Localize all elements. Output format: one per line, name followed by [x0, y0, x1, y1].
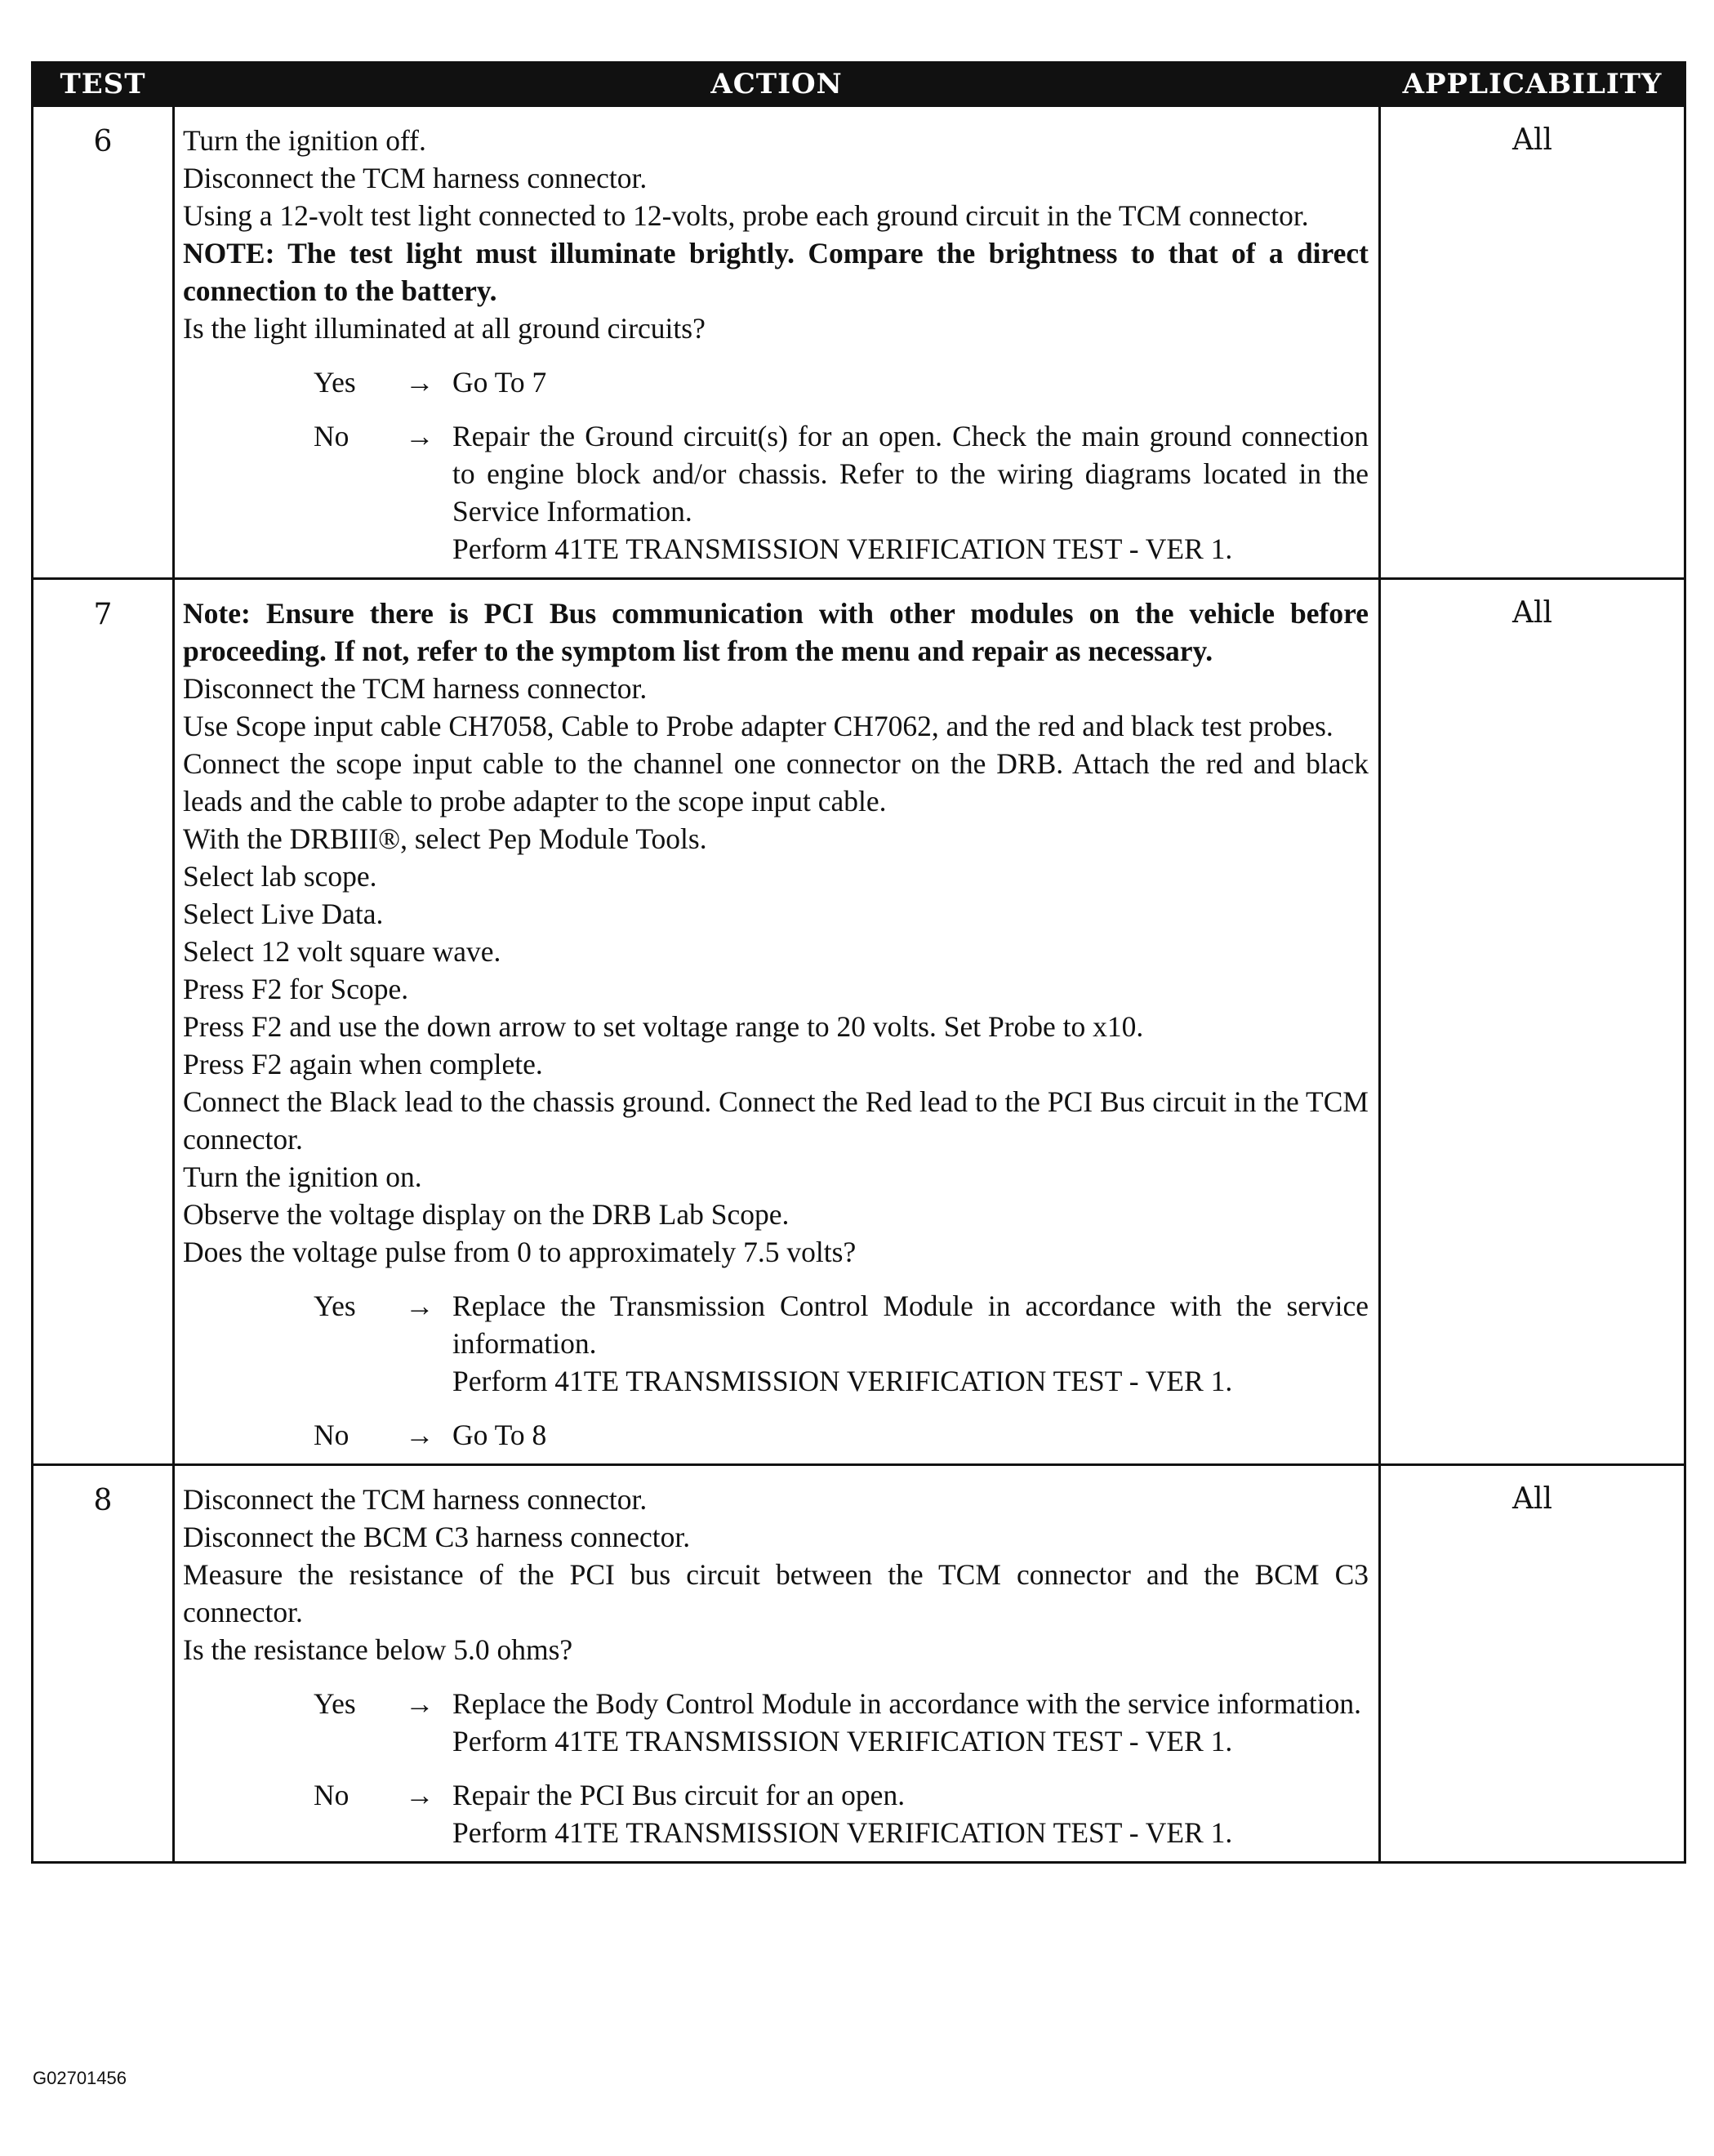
action-column-header: ACTION	[174, 63, 1380, 106]
note-text: NOTE: The test light must illuminate brightly. Compare the brightness to that of a direct connection to the battery.	[183, 237, 1369, 307]
outcome-action	[452, 417, 1369, 568]
outcome-action-text: Replace the Transmission Control Module in accordance with the service information.	[452, 1290, 1369, 1360]
figure-code: G02701456	[33, 2068, 127, 2088]
outcome-action	[452, 1685, 1369, 1760]
instruction-text: Does the voltage pulse from 0 to approximately 7.5 volts?	[183, 1236, 857, 1268]
outcome-action-text: Perform 41TE TRANSMISSION VERIFICATION TEST - VER 1.	[452, 532, 1233, 565]
instruction-text: Is the resistance below 5.0 ohms?	[183, 1633, 573, 1666]
instruction-text: Disconnect the BCM C3 harness connector.	[183, 1521, 691, 1553]
outcome-list	[183, 363, 1369, 568]
instruction-text: Press F2 and use the down arrow to set voltage range to 20 volts. Set Probe to x10.	[183, 1010, 1144, 1043]
outcome-no	[183, 417, 1369, 568]
outcome-no	[183, 1776, 1369, 1851]
instruction-text: Is the light illuminated at all ground circuits?	[183, 312, 706, 345]
outcome-action-text: Go To 8	[452, 1419, 547, 1451]
instruction-text: Select Live Data.	[183, 898, 384, 930]
table-row	[33, 579, 1685, 1465]
outcome-action	[452, 1416, 1369, 1454]
instruction-text: Select 12 volt square wave.	[183, 935, 501, 968]
action-cell	[174, 579, 1380, 1465]
right-arrow-icon: →	[405, 1687, 434, 1720]
instruction-text: Press F2 for Scope.	[183, 973, 409, 1005]
right-arrow-icon: →	[405, 1290, 434, 1322]
table-row	[33, 106, 1685, 579]
outcome-action	[452, 1776, 1369, 1851]
outcome-action	[452, 363, 1369, 401]
right-arrow-icon: →	[405, 1419, 434, 1451]
applicability-value: All	[1380, 106, 1685, 579]
outcome-no	[183, 1416, 1369, 1454]
instruction-text: Observe the voltage display on the DRB Lab Scope.	[183, 1198, 790, 1231]
test-number: 8	[33, 1465, 174, 1863]
table-header-row	[33, 63, 1685, 106]
applicability-column-header: APPLICABILITY	[1380, 63, 1685, 106]
instruction-text: Measure the resistance of the PCI bus circuit between the TCM connector and the BCM C3 connector.	[183, 1558, 1369, 1628]
instruction-text: Turn the ignition on.	[183, 1160, 422, 1193]
outcome-yes	[183, 363, 1369, 401]
instruction-text: Using a 12-volt test light connected to 12-volts, probe each ground circuit in the TCM connector.	[183, 199, 1309, 232]
outcome-action-text: Repair the PCI Bus circuit for an open.	[452, 1779, 906, 1811]
outcome-label: No	[314, 1779, 349, 1811]
action-cell	[174, 106, 1380, 579]
outcome-action-text: Repair the Ground circuit(s) for an open. Check the main ground connection to engine block and/or chassis. Refer to the wiring diagrams located in the Service Information.	[452, 420, 1369, 528]
table-row	[33, 1465, 1685, 1863]
instruction-text: Connect the scope input cable to the channel one connector on the DRB. Attach the red and black leads and the cable to probe adapter to the scope input cable.	[183, 747, 1369, 817]
outcome-action-text: Perform 41TE TRANSMISSION VERIFICATION TEST - VER 1.	[452, 1816, 1233, 1849]
action-cell	[174, 1465, 1380, 1863]
diagnostic-test-table	[31, 61, 1686, 1864]
outcome-action-text: Go To 7	[452, 366, 547, 399]
outcome-yes	[183, 1685, 1369, 1760]
outcome-label: Yes	[314, 1290, 356, 1322]
outcome-list	[183, 1685, 1369, 1851]
instruction-text: Disconnect the TCM harness connector.	[183, 1483, 648, 1516]
right-arrow-icon: →	[405, 366, 434, 399]
instruction-text: With the DRBIII®, select Pep Module Tools.	[183, 822, 707, 855]
outcome-label: No	[314, 1419, 349, 1451]
outcome-action-text: Perform 41TE TRANSMISSION VERIFICATION TEST - VER 1.	[452, 1725, 1233, 1757]
outcome-action-text: Replace the Body Control Module in accordance with the service information.	[452, 1687, 1361, 1720]
right-arrow-icon: →	[405, 420, 434, 452]
outcome-label: Yes	[314, 1687, 356, 1720]
right-arrow-icon: →	[405, 1779, 434, 1811]
instruction-text: Disconnect the TCM harness connector.	[183, 162, 648, 194]
outcome-yes	[183, 1287, 1369, 1400]
instruction-text: Select lab scope.	[183, 860, 377, 893]
test-number: 7	[33, 579, 174, 1465]
applicability-value: All	[1380, 579, 1685, 1465]
outcome-action	[452, 1287, 1369, 1400]
outcome-action-text: Perform 41TE TRANSMISSION VERIFICATION TEST - VER 1.	[452, 1365, 1233, 1397]
outcome-list	[183, 1287, 1369, 1454]
test-number: 6	[33, 106, 174, 579]
instruction-text: Turn the ignition off.	[183, 124, 426, 157]
outcome-label: Yes	[314, 366, 356, 399]
instruction-text: Press F2 again when complete.	[183, 1048, 543, 1080]
instruction-text: Disconnect the TCM harness connector.	[183, 672, 648, 705]
table-body	[33, 106, 1685, 1863]
instruction-text: Use Scope input cable CH7058, Cable to Probe adapter CH7062, and the red and black test probes.	[183, 710, 1333, 742]
note-text: Note: Ensure there is PCI Bus communication with other modules on the vehicle before proceeding. If not, refer to the symptom list from the menu and repair as necessary.	[183, 597, 1369, 667]
test-column-header: TEST	[33, 63, 174, 106]
outcome-label: No	[314, 420, 349, 452]
instruction-text: Connect the Black lead to the chassis ground. Connect the Red lead to the PCI Bus circuit in the TCM connector.	[183, 1085, 1369, 1156]
applicability-value: All	[1380, 1465, 1685, 1863]
